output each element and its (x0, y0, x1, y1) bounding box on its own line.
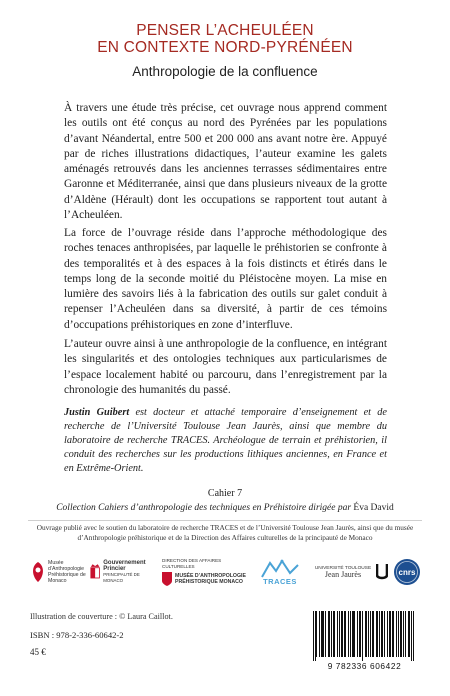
cnrs-badge-icon (393, 558, 421, 586)
author-bio (64, 406, 387, 476)
direction-musee-logo (162, 553, 254, 591)
title-line-1: PENSER L’ACHEULÉEN (136, 22, 314, 39)
summary-paragraph-2: La force de l’ouvrage réside dans l’approche méthodologique des roches tenaces anthropisées, par laquelle le préhistorien se confronte à des temporalités et à des espaces à la fois distincts et étirés dans le temps long de la seconde moitié du Pléistocène moyen. La mise en lumière des savoirs liés à la fabrication des outils sur galet conduit à repenser l’Acheuléen dans sa diversité, à partir de ces témoins d’occupations préhistoriques en zone d’interfluve. (64, 227, 387, 331)
book-subtitle: Anthropologie de la confluence (132, 64, 318, 79)
crown-shield-icon (90, 563, 100, 581)
book-title (0, 22, 450, 56)
musee-center-line-1: MUSÉE D’ANTHROPOLOGIE (175, 573, 246, 579)
support-statement: Ouvrage publié avec le soutien du laboratoire de recherche TRACES et de l’Université Toulouse Jean Jaurès, ainsi que du musée d’Anthropologie préhistorique et de la Direction des Affaires culturelles de la principauté de Monaco (36, 523, 414, 542)
cover-credit: Illustration de couverture : © Laura Caillot. (30, 612, 173, 621)
musee-center-line-2: PRÉHISTORIQUE MONACO (175, 579, 243, 585)
collection-line (0, 503, 450, 513)
cnrs-label: cnrs (398, 568, 416, 577)
price: 45 € (30, 647, 46, 657)
gouvernement-label: Gouvernement Princier (103, 560, 146, 572)
musee-monaco-label: Musée d’Anthropologie Préhistorique de Monaco (48, 560, 86, 584)
title-line-2: EN CONTEXTE NORD-PYRÉNÉEN (97, 39, 353, 56)
ut2j-line-2: Jean Jaurès (324, 570, 362, 579)
author-name: Justin Guibert (64, 407, 130, 418)
cnrs-logo (392, 553, 422, 591)
direction-label: DIRECTION DES AFFAIRES CULTURELLES (162, 558, 222, 569)
ut2j-line-1: UNIVERSITÉ TOULOUSE (314, 566, 372, 571)
ut-logo (376, 553, 390, 591)
divider (28, 520, 422, 521)
traces-graphic-icon (260, 559, 300, 579)
barcode (307, 609, 422, 671)
barcode-number: 9 782336 606422 (327, 661, 402, 671)
gouvernement-sub-label: PRINCIPAUTÉ DE MONACO (103, 572, 140, 583)
ut2j-logo (310, 553, 376, 591)
author-bio-text: est docteur et attaché temporaire d’enseignement et de recherche de l’Université Toulouse Jean Jaurès, ainsi que membre du laboratoire de recherche TRACES. Archéologue de terrain et préhistorien, il conduit des recherches sur les productions lithiques anciennes, en France et en Extrême-Orient. (64, 407, 388, 474)
isbn: ISBN : 978-2-336-60642-2 (30, 630, 124, 640)
ut-monogram-icon (376, 563, 388, 581)
summary-paragraph-1: À travers une étude très précise, cet ouvrage nous apprend comment les outils ont été conçus au nord des Pyrénées par les populations d’avant Néandertal, entre 500 et 200 000 ans avant notre ère. Appuyé par de riches illustrations didactiques, l’auteur examine les galets aménagés retrouvés dans les anciennes terrasses sédimentaires entre Garonne et Méditerranée, ainsi que dans plusieurs niveaux de la grotte d’Aldène (Hérault) dont les occupations se rapportent tout autant à l’Acheuléen. (64, 102, 387, 222)
collection-director: Éva David (351, 503, 394, 513)
gouvernement-logo (90, 553, 160, 591)
musee-shield-icon (162, 572, 172, 586)
summary-paragraph-3: L’auteur ouvre ainsi à une anthropologie de la confluence, en intégrant les singularités et des ontologies techniques aux particularismes de l’espace localement habité ou parcouru, dans l’enregistrement par la chronologie des humanités du passé. (64, 338, 387, 396)
musee-monaco-logo (30, 553, 88, 591)
partner-logos (30, 553, 422, 591)
traces-logo (258, 553, 302, 591)
cahier-number: Cahier 7 (207, 488, 243, 499)
traces-label: TRACES (263, 577, 297, 586)
barcode-bars-icon (307, 609, 422, 661)
musee-monaco-emblem-icon (30, 561, 46, 583)
collection-prefix: Collection Cahiers d’anthropologie des techniques en Préhistoire dirigée par (56, 503, 352, 513)
